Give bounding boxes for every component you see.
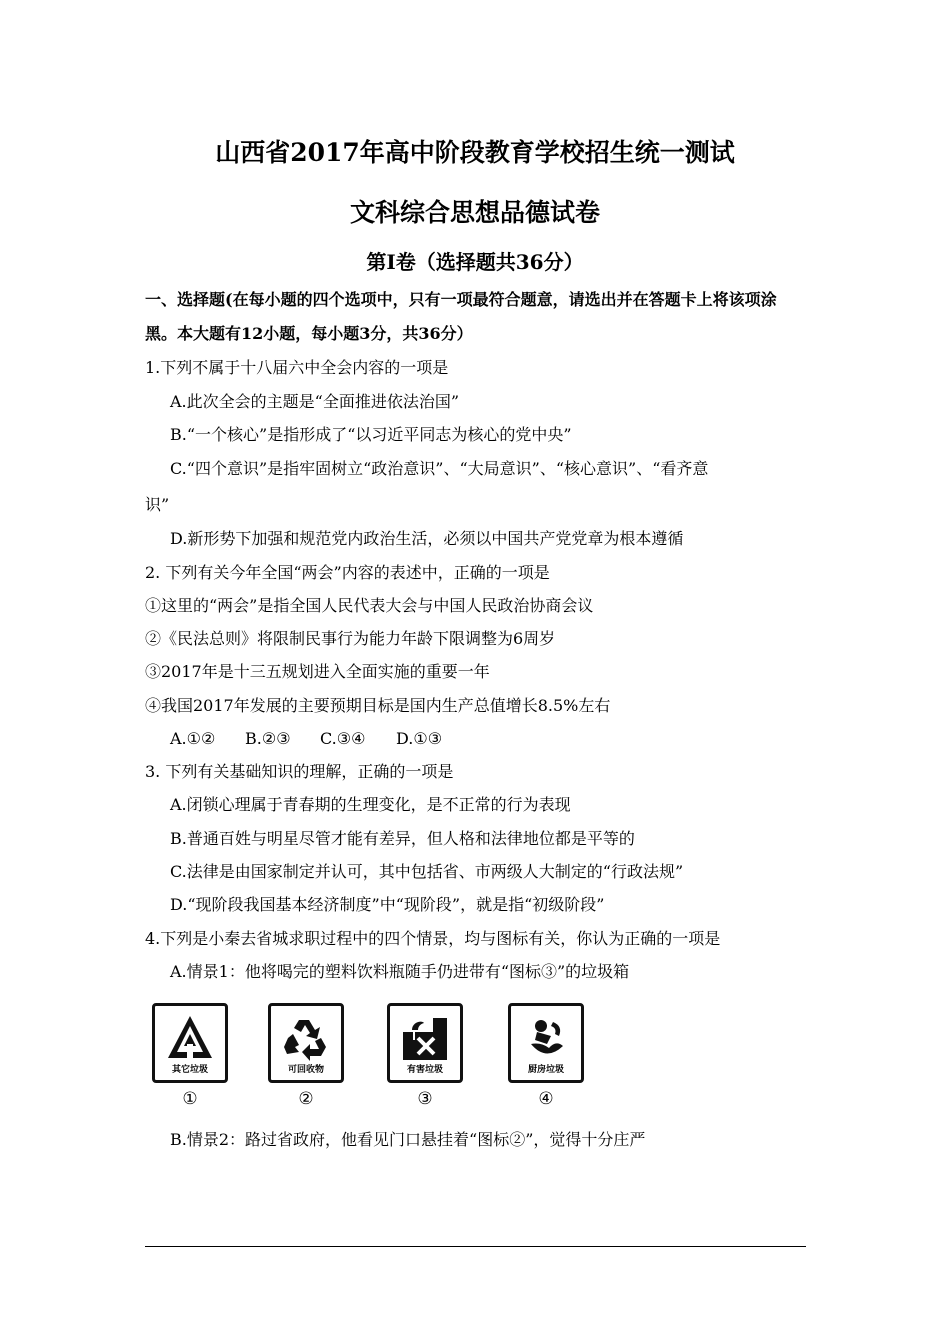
q2-stem: 2. 下列有关今年全国“两会”内容的表述中，正确的一项是: [145, 563, 550, 582]
q2-statement-3: ③2017年是十三五规划进入全面实施的重要一年: [145, 662, 490, 681]
sign-number-3: ③: [417, 1089, 433, 1109]
q2-statement-2: ②《民法总则》将限制民事行为能力年龄下限调整为6周岁: [145, 629, 556, 648]
q1-option-c-line-1: C.“四个意识”是指牢固树立“政治意识”、“大局意识”、“核心意识”、“看齐意: [170, 459, 709, 478]
kitchen-waste-icon: [521, 1014, 571, 1062]
sign-label: 厨房垃圾: [527, 1065, 564, 1075]
exam-title: 山西省2017年高中阶段教育学校招生统一测试: [215, 138, 735, 167]
q1-stem: 1.下列不属于十八届六中全会内容的一项是: [145, 358, 449, 377]
q2-option-b: B.②③: [245, 729, 291, 748]
sign-label: 有害垃圾: [406, 1065, 443, 1075]
sign-label: 可回收物: [287, 1065, 324, 1075]
q2-option-a: A.①②: [170, 729, 216, 748]
q4-option-b: B.情景2：路过省政府，他看见门口悬挂着“图标②”，觉得十分庄严: [170, 1130, 646, 1149]
q3-option-b: B.普通百姓与明星尽管才能有差异，但人格和法律地位都是平等的: [170, 829, 635, 848]
section-heading: 第Ⅰ卷（选择题共36分）: [366, 250, 584, 274]
instructions-line-1: 一、选择题(在每小题的四个选项中，只有一项最符合题意，请选出并在答题卡上将该项涂: [145, 290, 777, 309]
q3-option-d: D.“现阶段我国基本经济制度”中“现阶段”，就是指“初级阶段”: [170, 895, 605, 914]
q3-stem: 3. 下列有关基础知识的理解，正确的一项是: [145, 762, 454, 781]
sign-number-2: ②: [298, 1089, 314, 1109]
q1-option-c-line-2: 识”: [145, 495, 170, 514]
q2-option-d: D.①③: [396, 729, 443, 748]
sign-number-1: ①: [182, 1089, 198, 1109]
footer-rule: [145, 1246, 806, 1247]
q3-option-c: C.法律是由国家制定并认可，其中包括省、市两级人大制定的“行政法规”: [170, 862, 684, 881]
recyclable-sign: [268, 1003, 344, 1083]
recycle-icon: [281, 1014, 331, 1062]
other-waste-icon: [165, 1014, 215, 1062]
q1-option-d: D.新形势下加强和规范党内政治生活，必须以中国共产党党章为根本遵循: [170, 529, 684, 548]
instructions-line-2: 黑。本大题有12小题，每小题3分，共36分）: [145, 324, 473, 343]
q2-option-c: C.③④: [320, 729, 366, 748]
sign-number-4: ④: [538, 1089, 554, 1109]
kitchen-waste-sign: [508, 1003, 584, 1083]
q4-option-a: A.情景1：他将喝完的塑料饮料瓶随手仍进带有“图标③”的垃圾箱: [170, 962, 630, 981]
hazardous-sign: [387, 1003, 463, 1083]
other-waste-sign: [152, 1003, 228, 1083]
sign-label: 其它垃圾: [171, 1065, 208, 1075]
q2-statement-1: ①这里的“两会”是指全国人民代表大会与中国人民政治协商会议: [145, 596, 594, 615]
q1-option-a: A.此次全会的主题是“全面推进依法治国”: [170, 392, 460, 411]
q2-statement-4: ④我国2017年发展的主要预期目标是国内生产总值增长8.5%左右: [145, 696, 611, 715]
q4-stem: 4.下列是小秦去省城求职过程中的四个情景，均与图标有关，你认为正确的一项是: [145, 929, 721, 948]
q3-option-a: A.闭锁心理属于青春期的生理变化，是不正常的行为表现: [170, 795, 571, 814]
q1-option-b: B.“一个核心”是指形成了“以习近平同志为核心的党中央”: [170, 425, 572, 444]
exam-subtitle: 文科综合思想品德试卷: [349, 198, 600, 227]
hazardous-icon: [400, 1014, 450, 1062]
